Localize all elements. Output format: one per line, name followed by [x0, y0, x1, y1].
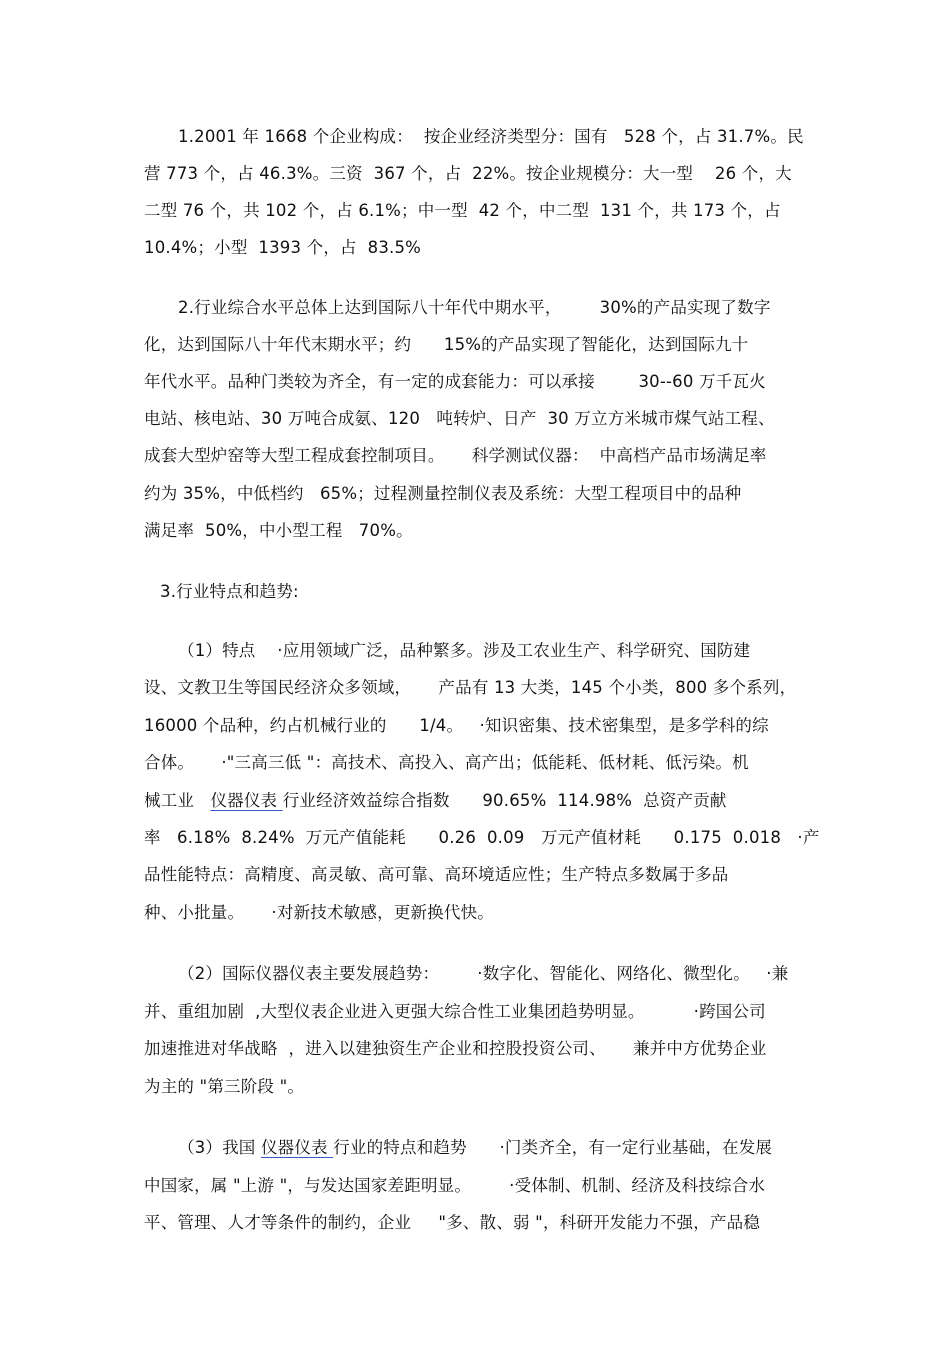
text-line [0, 997, 950, 1027]
text-line [0, 1034, 950, 1064]
text-run: 为主的 "第三阶段 "。 [144, 1076, 305, 1096]
text-run: 10.4%；小型 1393 个，占 83.5% [144, 238, 422, 257]
text-run: 设、文教卫生等国民经济众多领域， 产品有 13 大类，145 个小类，800 多个系列， [144, 678, 797, 698]
text-run: 16000 个品种，约占机械行业的 1/4。 ·知识密集、技术密集型，是多学科的综 [144, 715, 769, 735]
text-line [0, 1072, 950, 1102]
text-run: 械工业 [144, 790, 211, 810]
text-run: 行业的特点和趋势 ·门类齐全，有一定行业基础，在发展 [333, 1138, 773, 1157]
text-run: 成套大型炉窑等大型工程成套控制项目。 科学测试仪器： 中高档产品市场满足率 [144, 446, 767, 466]
text-line [0, 330, 950, 360]
text-run: （2）国际仪器仪表主要发展趋势： ·数字化、智能化、网络化、微型化。 ·兼 [178, 964, 789, 983]
text-line [0, 711, 950, 741]
text-run: 并、重组加剧 ,大型仪表企业进入更强大综合性工业集团趋势明显。 ·跨国公司 [144, 1001, 766, 1021]
text-line [0, 404, 950, 434]
text-line [0, 577, 950, 607]
text-run: 年代水平。品种门类较为齐全，有一定的成套能力：可以承接 30--60 万千瓦火 [144, 372, 766, 392]
text-line [0, 898, 950, 928]
text-line [0, 1171, 950, 1201]
text-run: 合体。 ·"三高三低 "：高技术、高投入、高产出；低能耗、低材耗、低污染。机 [144, 753, 749, 773]
text-line [0, 748, 950, 778]
text-run: （1）特点 ·应用领域广泛，品种繁多。涉及工农业生产、科学研究、国防建 [178, 641, 751, 660]
text-run: 率 6.18% 8.24% 万元产值能耗 0.26 0.09 万元产值材耗 0.175 0.018 ·产 [144, 828, 820, 847]
text-line [0, 673, 950, 703]
text-run: 种、小批量。 ·对新技术敏感，更新换代快。 [144, 902, 494, 922]
text-run: 营 773 个，占 46.3%。三资 367 个，占 22%。按企业规模分：大一型 26 个，大 [144, 164, 792, 183]
text-run: 二型 76 个，共 102 个，占 6.1%；中一型 42 个，中二型 131 个，共 173 个，占 [144, 201, 781, 220]
text-line [0, 1208, 950, 1238]
link-instruments[interactable]: 仪器仪表 [210, 790, 283, 810]
text-line [0, 233, 950, 263]
text-line [0, 860, 950, 890]
text-line [0, 1133, 950, 1163]
text-line [0, 122, 950, 152]
text-run: 1.2001 年 1668 个企业构成： 按企业经济类型分：国有 528 个，占 31.7%。民 [178, 127, 804, 146]
text-line [0, 959, 950, 989]
text-line [0, 479, 950, 509]
text-run: 2.行业综合水平总体上达到国际八十年代中期水平， 30%的产品实现了数字 [178, 298, 771, 317]
text-line [0, 441, 950, 471]
text-run: 品性能特点：高精度、高灵敏、高可靠、高环境适应性；生产特点多数属于多品 [144, 865, 729, 885]
text-line [0, 516, 950, 546]
link-instruments[interactable]: 仪器仪表 [260, 1138, 334, 1157]
text-run: 行业经济效益综合指数 90.65% 114.98% 总资产贡献 [282, 790, 727, 810]
text-run: 加速推进对华战略 ，进入以建独资生产企业和控股投资公司、 兼并中方优势企业 [144, 1039, 767, 1058]
text-line [0, 786, 950, 816]
text-run: 电站、核电站、30 万吨合成氨、120 吨转炉、日产 30 万立方米城市煤气站工程、 [144, 409, 775, 429]
text-run: 中国家，属 "上游 "，与发达国家差距明显。 ·受体制、机制、经济及科技综合水 [144, 1175, 766, 1195]
text-line [0, 823, 950, 853]
text-run: 约为 35%，中低档约 65%；过程测量控制仪表及系统：大型工程项目中的品种 [144, 483, 742, 503]
text-line [0, 196, 950, 226]
text-run: 满足率 50%，中小型工程 70%。 [144, 520, 413, 540]
text-line [0, 367, 950, 397]
text-run: 平、管理、人才等条件的制约，企业 "多、散、弱 "，科研开发能力不强，产品稳 [144, 1213, 761, 1232]
text-line [0, 293, 950, 323]
text-run: 化，达到国际八十年代末期水平；约 15%的产品实现了智能化，达到国际九十 [144, 335, 749, 355]
text-run: 3.行业特点和趋势: [160, 582, 299, 601]
text-run: （3）我国 [178, 1138, 261, 1157]
text-line [0, 159, 950, 189]
text-line [0, 636, 950, 666]
